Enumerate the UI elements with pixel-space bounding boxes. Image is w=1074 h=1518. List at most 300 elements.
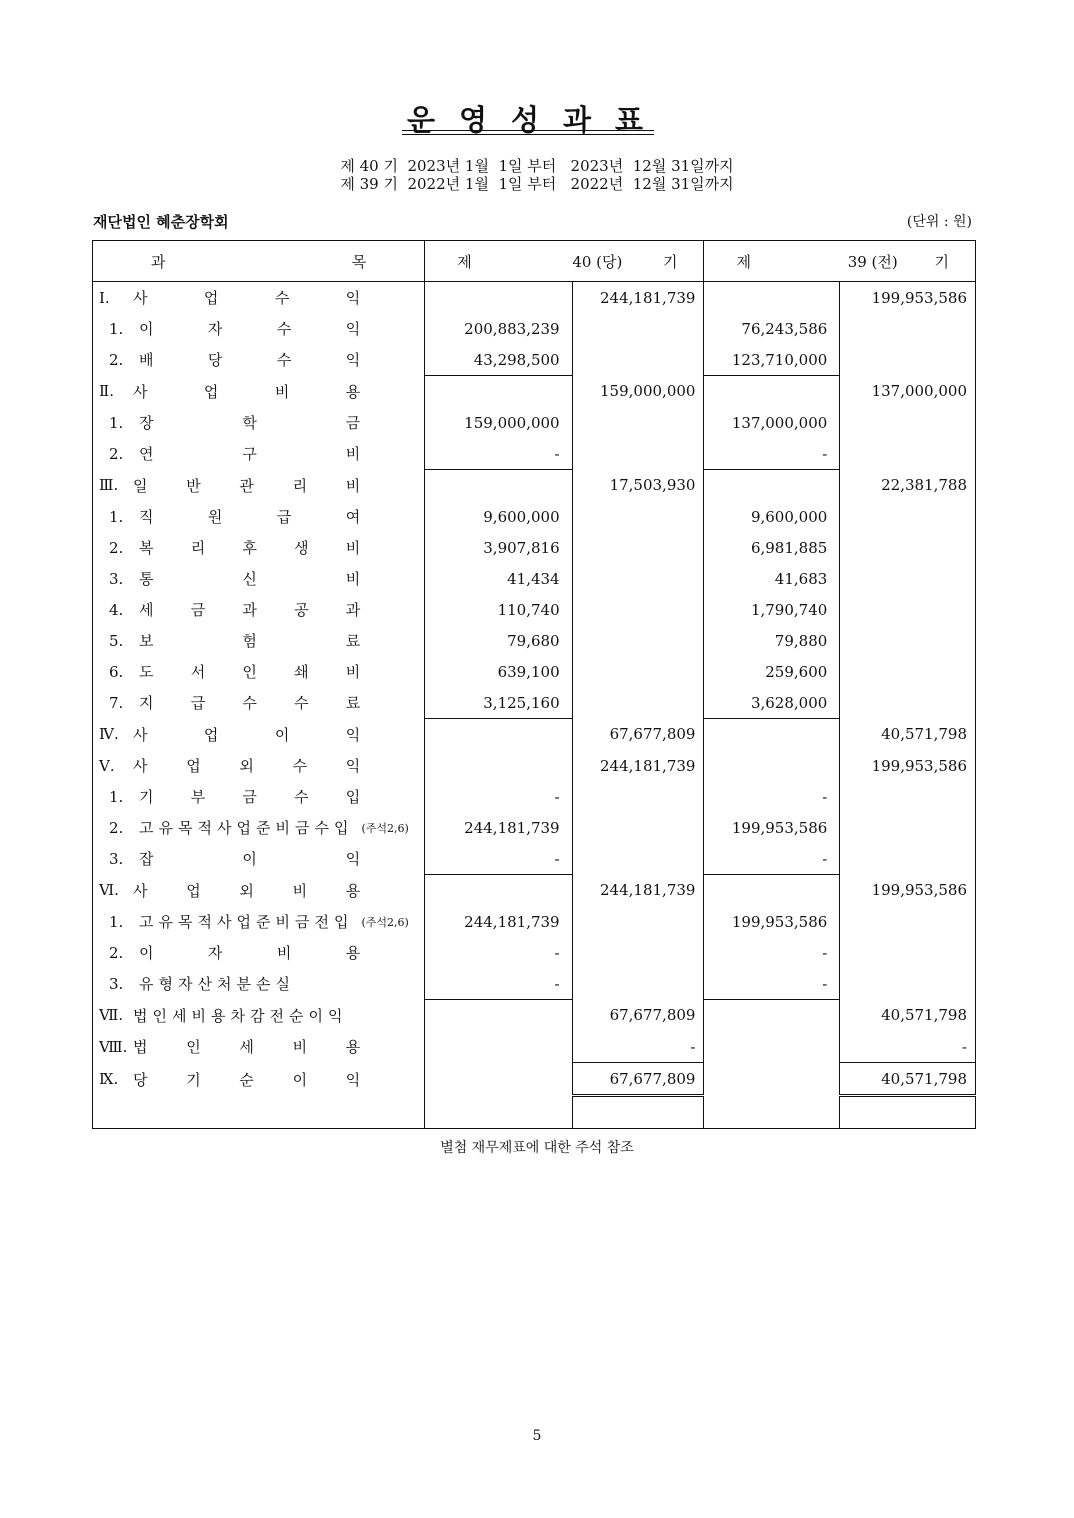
account-name-char: 도 bbox=[139, 663, 154, 681]
account-name-char: 손 bbox=[256, 975, 271, 994]
amount-cell-c4: 3,628,000 bbox=[704, 687, 840, 719]
amount-cell-c5 bbox=[840, 687, 976, 719]
amount-cell-c5 bbox=[840, 812, 976, 843]
account-name-char: 수 bbox=[274, 289, 290, 307]
account-name-char: 순 bbox=[239, 1070, 254, 1089]
table-row bbox=[93, 594, 976, 625]
table-row bbox=[93, 843, 976, 875]
account-name-char: 비 bbox=[292, 1038, 308, 1057]
amount-cell-c2 bbox=[425, 1000, 572, 1032]
amount-cell-c4 bbox=[704, 1000, 840, 1032]
account-name-char: 이 bbox=[242, 850, 257, 869]
account-name-char: 수 bbox=[242, 694, 257, 713]
account-name-char: 익 bbox=[345, 850, 361, 869]
account-name bbox=[133, 755, 424, 776]
account-name-char: 직 bbox=[139, 508, 154, 526]
amount-cell-c2 bbox=[425, 376, 572, 408]
amount-cell-c5 bbox=[840, 407, 976, 438]
account-number: 2. bbox=[109, 538, 124, 557]
account-name bbox=[139, 349, 424, 370]
account-name-char: 수 bbox=[294, 788, 309, 806]
account-name-char: 비 bbox=[345, 476, 361, 495]
account-name-char: 업 bbox=[203, 382, 219, 401]
table-row bbox=[93, 563, 976, 594]
amount-cell-c5 bbox=[840, 968, 976, 1000]
account-name-char: 처 bbox=[217, 975, 232, 994]
amount-cell-c5 bbox=[840, 937, 976, 968]
amount-cell-c3 bbox=[572, 968, 704, 1000]
amount-cell-c2 bbox=[425, 470, 572, 502]
amount-cell-c2: - bbox=[425, 781, 572, 812]
account-number: 2. bbox=[109, 818, 124, 837]
account-name bbox=[139, 817, 354, 838]
account-name-char: 입 bbox=[334, 913, 349, 931]
account-number: 7. bbox=[109, 693, 124, 712]
account-name-char: 사 bbox=[133, 757, 148, 775]
income-statement-table bbox=[92, 240, 976, 1129]
account-name-char: 학 bbox=[242, 414, 257, 432]
amount-cell-c3 bbox=[572, 656, 704, 687]
header-previous-left: 제 bbox=[736, 252, 751, 271]
account-cell bbox=[93, 532, 425, 563]
account-name-char: 목 bbox=[178, 913, 193, 931]
account-name-char: 준 bbox=[256, 913, 271, 931]
amount-cell-c5 bbox=[840, 781, 976, 812]
amount-cell-c4: 1,790,740 bbox=[704, 594, 840, 625]
amount-cell-c3 bbox=[572, 687, 704, 719]
amount-cell-c3 bbox=[572, 843, 704, 875]
account-name-char: 적 bbox=[197, 819, 212, 837]
header-account-right: 목 bbox=[351, 252, 367, 271]
blank-cell bbox=[572, 1096, 704, 1129]
account-number: Ⅸ. bbox=[99, 1070, 119, 1088]
account-name-char: 기 bbox=[139, 788, 154, 806]
amount-cell-c2: 110,740 bbox=[425, 594, 572, 625]
amount-cell-c2: 639,100 bbox=[425, 656, 572, 687]
account-cell bbox=[93, 563, 425, 594]
amount-cell-c4: 9,600,000 bbox=[704, 501, 840, 532]
account-number: Ⅷ. bbox=[99, 1037, 128, 1056]
account-name-char: 수 bbox=[276, 351, 292, 370]
account-name-char: 자 bbox=[207, 320, 223, 338]
account-name bbox=[139, 973, 424, 994]
account-cell bbox=[93, 843, 425, 875]
account-name-char: 인 bbox=[186, 1038, 201, 1057]
account-name bbox=[139, 412, 424, 433]
account-name-char: 일 bbox=[133, 476, 148, 495]
amount-cell-c3 bbox=[572, 563, 704, 594]
account-name-char: 업 bbox=[203, 725, 219, 744]
account-name-char: 비 bbox=[345, 445, 361, 464]
amount-cell-c4: 6,981,885 bbox=[704, 532, 840, 563]
period-block bbox=[0, 157, 1074, 193]
amount-cell-c2: 79,680 bbox=[425, 625, 572, 656]
account-name-char: 이 bbox=[292, 1070, 308, 1089]
amount-cell-c4: 199,953,586 bbox=[704, 906, 840, 937]
amount-cell-c5 bbox=[840, 843, 976, 875]
amount-cell-c3: - bbox=[572, 1031, 704, 1063]
amount-cell-c2 bbox=[425, 282, 572, 314]
account-number: Ⅳ. bbox=[99, 725, 119, 744]
amount-cell-c3 bbox=[572, 407, 704, 438]
account-name bbox=[133, 381, 424, 402]
account-name-char: 공 bbox=[294, 601, 309, 619]
account-name-char: 당 bbox=[207, 351, 223, 370]
amount-cell-c2: 159,000,000 bbox=[425, 407, 572, 438]
amount-cell-c4 bbox=[704, 719, 840, 751]
amount-cell-c4: 259,600 bbox=[704, 656, 840, 687]
unit-label: (단위 : 원) bbox=[906, 214, 972, 230]
amount-cell-c5 bbox=[840, 313, 976, 344]
header-account bbox=[93, 241, 425, 282]
page-number: 5 bbox=[532, 1428, 542, 1444]
table-row bbox=[93, 719, 976, 751]
account-name bbox=[139, 443, 424, 464]
amount-cell-c4 bbox=[704, 376, 840, 408]
amount-cell-c4: - bbox=[704, 937, 840, 968]
account-name-char: 이 bbox=[139, 320, 154, 338]
header-current-left: 제 bbox=[457, 252, 472, 271]
account-name-char: 기 bbox=[186, 1070, 201, 1089]
account-name-char: 사 bbox=[133, 725, 148, 744]
table-row bbox=[93, 937, 976, 968]
account-number: 4. bbox=[109, 600, 124, 619]
account-name-char: 고 bbox=[139, 819, 154, 837]
amount-cell-c4 bbox=[704, 1031, 840, 1063]
amount-cell-c3: 244,181,739 bbox=[572, 750, 704, 781]
amount-cell-c5: 40,571,798 bbox=[840, 719, 976, 751]
account-name-char: 금 bbox=[190, 601, 206, 619]
account-name-char: 이 bbox=[308, 1006, 323, 1025]
amount-cell-c3: 67,677,809 bbox=[572, 1063, 704, 1096]
account-cell bbox=[93, 875, 425, 907]
account-name-char: 용 bbox=[345, 944, 361, 962]
account-name-char: 세 bbox=[139, 601, 154, 619]
amount-cell-c5 bbox=[840, 563, 976, 594]
account-name-char: 잡 bbox=[139, 850, 154, 869]
amount-cell-c3: 159,000,000 bbox=[572, 376, 704, 408]
account-name-char: 료 bbox=[345, 632, 361, 650]
amount-cell-c2: 43,298,500 bbox=[425, 344, 572, 376]
account-number: 1. bbox=[109, 319, 124, 338]
period-current: 제 40 기 2023년 1월 1일 부터 2023년 12월 31일까지 bbox=[340, 157, 734, 175]
account-name-char: 익 bbox=[345, 289, 361, 307]
amount-cell-c4: 76,243,586 bbox=[704, 313, 840, 344]
account-name-char: 인 bbox=[152, 1006, 167, 1025]
account-name-char: 비 bbox=[275, 819, 290, 837]
amount-cell-c4 bbox=[704, 750, 840, 781]
blank-cell bbox=[93, 1096, 425, 1129]
account-name-char: 업 bbox=[203, 289, 219, 307]
amount-cell-c3: 17,503,930 bbox=[572, 470, 704, 502]
footnote: 별첨 재무제표에 대한 주석 참조 bbox=[440, 1140, 634, 1156]
account-cell bbox=[93, 687, 425, 719]
account-name-char: 연 bbox=[139, 445, 154, 464]
account-name-char: 관 bbox=[239, 476, 254, 495]
table-row bbox=[93, 812, 976, 843]
account-name-char: 리 bbox=[292, 476, 308, 495]
amount-cell-c4: - bbox=[704, 843, 840, 875]
table-row bbox=[93, 1000, 976, 1032]
account-name-char: 복 bbox=[139, 539, 154, 557]
account-name-char: 익 bbox=[345, 320, 361, 338]
table-row bbox=[93, 656, 976, 687]
account-name-char: 생 bbox=[294, 539, 309, 557]
account-name-char: 법 bbox=[133, 1038, 148, 1057]
account-name-char: 외 bbox=[239, 757, 254, 775]
table-row bbox=[93, 470, 976, 502]
account-name-char: 장 bbox=[139, 414, 154, 432]
amount-cell-c2: - bbox=[425, 968, 572, 1000]
account-number: 3. bbox=[109, 849, 124, 868]
account-name-char: 용 bbox=[211, 1006, 226, 1025]
amount-cell-c4 bbox=[704, 282, 840, 314]
account-name-char: 급 bbox=[190, 694, 206, 713]
account-name bbox=[139, 661, 424, 682]
amount-cell-c3: 67,677,809 bbox=[572, 719, 704, 751]
account-name-char: 법 bbox=[133, 1006, 148, 1025]
table-body bbox=[93, 282, 976, 1129]
amount-cell-c2: 3,907,816 bbox=[425, 532, 572, 563]
account-cell bbox=[93, 656, 425, 687]
account-cell bbox=[93, 470, 425, 502]
account-number: Ⅰ. bbox=[99, 288, 110, 307]
title-underline bbox=[402, 130, 654, 138]
account-number: Ⅶ. bbox=[99, 1006, 124, 1025]
amount-cell-c5: 199,953,586 bbox=[840, 750, 976, 781]
amount-cell-c4: 137,000,000 bbox=[704, 407, 840, 438]
account-name-char: 사 bbox=[133, 382, 148, 401]
account-cell bbox=[93, 438, 425, 470]
account-cell bbox=[93, 1031, 425, 1063]
account-name-char: 전 bbox=[269, 1006, 284, 1025]
account-name bbox=[139, 786, 424, 807]
account-name-char: 익 bbox=[345, 725, 361, 744]
table-row bbox=[93, 313, 976, 344]
amount-cell-c4: - bbox=[704, 968, 840, 1000]
amount-cell-c2: 9,600,000 bbox=[425, 501, 572, 532]
account-name-char: 비 bbox=[275, 913, 290, 931]
account-name bbox=[133, 880, 424, 901]
account-name-char: 고 bbox=[139, 913, 154, 931]
amount-cell-c5: 40,571,798 bbox=[840, 1000, 976, 1032]
table-row bbox=[93, 501, 976, 532]
table-row bbox=[93, 968, 976, 1000]
account-name-char: 비 bbox=[276, 944, 292, 962]
account-name-char: 사 bbox=[133, 289, 148, 307]
account-number: 5. bbox=[109, 631, 124, 650]
account-name-char: 여 bbox=[345, 508, 361, 526]
account-name bbox=[139, 537, 424, 558]
account-name-char: 구 bbox=[242, 445, 257, 464]
account-cell bbox=[93, 313, 425, 344]
account-number: 2. bbox=[109, 444, 124, 463]
amount-cell-c3 bbox=[572, 344, 704, 376]
account-number: Ⅱ. bbox=[99, 382, 114, 401]
account-name bbox=[139, 692, 424, 713]
account-name-char: 수 bbox=[314, 819, 329, 837]
account-name-char: 차 bbox=[230, 1006, 245, 1025]
account-name bbox=[139, 911, 354, 932]
header-current-mid: 40 (당) bbox=[572, 252, 623, 271]
header-account-left: 과 bbox=[151, 252, 166, 271]
account-name-char: 익 bbox=[345, 757, 361, 775]
table-row bbox=[93, 532, 976, 563]
account-cell bbox=[93, 781, 425, 812]
table-header-row bbox=[93, 241, 976, 282]
amount-cell-c3 bbox=[572, 937, 704, 968]
account-name-char: 수 bbox=[276, 320, 292, 338]
account-number: 2. bbox=[109, 350, 124, 369]
account-name-char: 준 bbox=[256, 819, 271, 837]
account-cell bbox=[93, 750, 425, 781]
account-name-char: 분 bbox=[236, 975, 251, 994]
organization-name: 재단법인 혜춘장학회 bbox=[93, 213, 229, 231]
account-name-char: 과 bbox=[345, 601, 361, 619]
account-name bbox=[133, 724, 424, 745]
table-row bbox=[93, 407, 976, 438]
header-previous-mid: 39 (전) bbox=[847, 252, 898, 271]
amount-cell-c4: 123,710,000 bbox=[704, 344, 840, 376]
account-name-char: 자 bbox=[207, 944, 223, 962]
account-number: 1. bbox=[109, 413, 124, 432]
account-name-char: 금 bbox=[242, 788, 257, 806]
blank-cell bbox=[704, 1096, 840, 1129]
account-number: 2. bbox=[109, 943, 124, 962]
table-row bbox=[93, 750, 976, 781]
account-name-char: 비 bbox=[345, 570, 361, 588]
account-cell bbox=[93, 282, 425, 314]
amount-cell-c5: 137,000,000 bbox=[840, 376, 976, 408]
amount-cell-c3 bbox=[572, 781, 704, 812]
account-name-char: 실 bbox=[275, 975, 290, 994]
table-row bbox=[93, 282, 976, 314]
table-row bbox=[93, 376, 976, 408]
amount-cell-c2: 3,125,160 bbox=[425, 687, 572, 719]
account-number: 6. bbox=[109, 662, 124, 681]
account-name-char: 세 bbox=[172, 1006, 187, 1025]
table-row bbox=[93, 875, 976, 907]
account-name-char: 형 bbox=[158, 975, 173, 994]
account-name-char: 업 bbox=[236, 913, 251, 931]
amount-cell-c2: 200,883,239 bbox=[425, 313, 572, 344]
account-name-char: 배 bbox=[139, 351, 154, 370]
account-cell bbox=[93, 719, 425, 751]
account-cell bbox=[93, 625, 425, 656]
amount-cell-c2 bbox=[425, 1063, 572, 1096]
blank-cell bbox=[425, 1096, 572, 1129]
account-number: 3. bbox=[109, 569, 124, 588]
period-previous: 제 39 기 2022년 1월 1일 부터 2022년 12월 31일까지 bbox=[340, 175, 734, 193]
amount-cell-c2 bbox=[425, 1031, 572, 1063]
account-name-char: 수 bbox=[294, 694, 309, 713]
account-name-char: 세 bbox=[239, 1038, 254, 1057]
account-name-char: 입 bbox=[334, 819, 349, 837]
amount-cell-c2 bbox=[425, 750, 572, 781]
account-name-char: 당 bbox=[133, 1070, 148, 1089]
amount-cell-c2: - bbox=[425, 843, 572, 875]
amount-cell-c2 bbox=[425, 875, 572, 907]
account-name bbox=[139, 630, 424, 651]
account-name-char: 비 bbox=[345, 663, 361, 681]
account-name-char: 과 bbox=[242, 601, 257, 619]
account-name-char: 인 bbox=[242, 663, 257, 681]
account-name-char: 유 bbox=[158, 819, 173, 837]
note-reference: (주석2,6) bbox=[361, 821, 409, 835]
amount-cell-c5 bbox=[840, 625, 976, 656]
amount-cell-c3 bbox=[572, 313, 704, 344]
account-name-char: 통 bbox=[139, 570, 154, 588]
account-name bbox=[133, 1005, 424, 1026]
account-name-char: 리 bbox=[190, 539, 206, 557]
account-name-char: 용 bbox=[345, 1038, 361, 1057]
account-name bbox=[139, 942, 424, 963]
account-name-char: 보 bbox=[139, 632, 154, 650]
account-name-char: 험 bbox=[242, 632, 257, 650]
account-name-char: 입 bbox=[345, 788, 361, 806]
account-name bbox=[139, 848, 424, 869]
amount-cell-c5: - bbox=[840, 1031, 976, 1063]
account-name-char: 업 bbox=[236, 819, 251, 837]
account-name-char: 업 bbox=[186, 757, 201, 775]
account-name-char: 유 bbox=[139, 975, 154, 994]
amount-cell-c2: 244,181,739 bbox=[425, 906, 572, 937]
amount-cell-c5: 22,381,788 bbox=[840, 470, 976, 502]
account-name-char: 사 bbox=[133, 881, 148, 900]
amount-cell-c4: 199,953,586 bbox=[704, 812, 840, 843]
account-name bbox=[139, 599, 424, 620]
amount-cell-c3 bbox=[572, 812, 704, 843]
account-name-char: 쇄 bbox=[294, 663, 309, 681]
account-number: Ⅲ. bbox=[99, 476, 119, 495]
amount-cell-c4 bbox=[704, 875, 840, 907]
account-name-char: 외 bbox=[239, 881, 254, 900]
account-name-char: 용 bbox=[345, 382, 361, 401]
amount-cell-c5: 199,953,586 bbox=[840, 282, 976, 314]
amount-cell-c3: 67,677,809 bbox=[572, 1000, 704, 1032]
amount-cell-c2: 244,181,739 bbox=[425, 812, 572, 843]
table-row bbox=[93, 344, 976, 376]
account-name-char: 비 bbox=[274, 382, 290, 401]
amount-cell-c3: 244,181,739 bbox=[572, 875, 704, 907]
account-name-char: 유 bbox=[158, 913, 173, 931]
amount-cell-c4: 41,683 bbox=[704, 563, 840, 594]
amount-cell-c3 bbox=[572, 594, 704, 625]
account-name-char: 산 bbox=[197, 975, 212, 994]
header-previous-period bbox=[704, 241, 976, 282]
table-row bbox=[93, 781, 976, 812]
account-name-char: 익 bbox=[345, 1070, 361, 1089]
note-reference: (주석2,6) bbox=[361, 915, 409, 929]
amount-cell-c5 bbox=[840, 438, 976, 470]
account-name bbox=[139, 318, 424, 339]
account-name-char: 감 bbox=[250, 1006, 265, 1025]
account-name-char: 수 bbox=[292, 757, 308, 775]
account-name-char: 서 bbox=[190, 663, 206, 681]
account-name-char: 반 bbox=[186, 476, 201, 495]
account-cell bbox=[93, 1000, 425, 1032]
account-name-char: 사 bbox=[217, 913, 232, 931]
account-cell bbox=[93, 812, 425, 843]
account-name-char: 료 bbox=[345, 694, 361, 713]
amount-cell-c3 bbox=[572, 906, 704, 937]
account-name-char: 비 bbox=[292, 881, 308, 900]
account-name-char: 지 bbox=[139, 694, 154, 713]
amount-cell-c4: 79,880 bbox=[704, 625, 840, 656]
amount-cell-c2: - bbox=[425, 937, 572, 968]
account-name bbox=[133, 475, 424, 496]
account-number: 1. bbox=[109, 507, 124, 526]
